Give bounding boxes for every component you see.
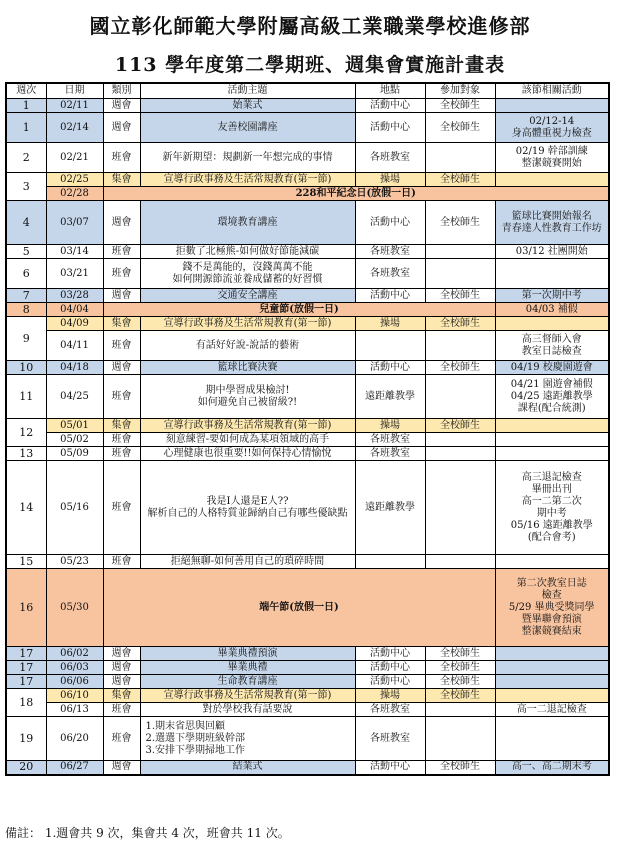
cell-type: 集會 <box>103 419 140 433</box>
cell-related <box>495 99 609 113</box>
cell-date: 04/11 <box>46 331 103 361</box>
header-date: 日期 <box>46 83 103 99</box>
cell-week: 5 <box>6 245 46 259</box>
cell-topic: 期中學習成果檢討! 如何避免自己被留級?! <box>140 375 355 419</box>
cell-topic: 畢業典禮預演 <box>140 647 355 661</box>
cell-topic: 對於學校我有話要說 <box>140 703 355 717</box>
cell-topic: 兒童節(放假一日) <box>103 303 495 317</box>
cell-week: 14 <box>6 461 46 555</box>
cell-type: 班會 <box>103 555 140 569</box>
cell-place: 各班教室 <box>355 703 425 717</box>
cell-date: 06/06 <box>46 675 103 689</box>
cell-type: 集會 <box>103 173 140 187</box>
table-row <box>6 461 609 555</box>
cell-date: 05/02 <box>46 433 103 447</box>
table-row <box>6 259 609 289</box>
cell-topic: 刻意練習-要如何成為某項領域的高手 <box>140 433 355 447</box>
cell-participants <box>425 375 495 419</box>
table-row <box>6 331 609 361</box>
cell-place: 活動中心 <box>355 661 425 675</box>
cell-type: 週會 <box>103 113 140 143</box>
cell-week: 10 <box>6 361 46 375</box>
cell-type: 週會 <box>103 99 140 113</box>
cell-topic: 友善校園講座 <box>140 113 355 143</box>
cell-date: 02/14 <box>46 113 103 143</box>
cell-type: 班會 <box>103 259 140 289</box>
header-related: 該節相關活動 <box>495 83 609 99</box>
cell-related: 第一次期中考 <box>495 289 609 303</box>
cell-participants <box>425 555 495 569</box>
table-row <box>6 761 609 775</box>
cell-topic: 宣導行政事務及生活常規教育(第一節) <box>140 317 355 331</box>
page-title: 113 學年度第二學期班、週集會實施計畫表 <box>114 54 506 76</box>
cell-place: 活動中心 <box>355 761 425 775</box>
cell-date: 06/20 <box>46 717 103 761</box>
cell-week: 4 <box>6 201 46 245</box>
cell-date: 03/14 <box>46 245 103 259</box>
cell-participants: 全校師生 <box>425 173 495 187</box>
cell-place: 活動中心 <box>355 99 425 113</box>
cell-topic: 生命教育講座 <box>140 675 355 689</box>
table-row <box>6 187 609 201</box>
cell-topic: 我是I人還是E人?? 解析自己的人格特質並歸納自己有哪些優缺點 <box>140 461 355 555</box>
cell-participants: 全校師生 <box>425 113 495 143</box>
cell-participants <box>425 717 495 761</box>
cell-type: 班會 <box>103 375 140 419</box>
cell-topic: 拒數了北極熊-如何做好節能減碳 <box>140 245 355 259</box>
cell-related <box>495 675 609 689</box>
cell-type: 班會 <box>103 143 140 173</box>
cell-related <box>495 647 609 661</box>
cell-topic: 宣導行政事務及生活常規教育(第一節) <box>140 689 355 703</box>
cell-type: 週會 <box>103 201 140 245</box>
table-row <box>6 245 609 259</box>
table-row <box>6 419 609 433</box>
cell-related: 04/03 補假 <box>495 303 609 317</box>
header-type: 類別 <box>103 83 140 99</box>
cell-place: 操場 <box>355 689 425 703</box>
table-row <box>6 661 609 675</box>
cell-participants: 全校師生 <box>425 289 495 303</box>
cell-date: 06/13 <box>46 703 103 717</box>
cell-type: 班會 <box>103 245 140 259</box>
cell-place: 各班教室 <box>355 447 425 461</box>
cell-related <box>495 419 609 433</box>
cell-date: 03/21 <box>46 259 103 289</box>
cell-place: 各班教室 <box>355 717 425 761</box>
table-row <box>6 173 609 187</box>
cell-place: 操場 <box>355 317 425 331</box>
cell-date: 06/27 <box>46 761 103 775</box>
cell-participants: 全校師生 <box>425 361 495 375</box>
cell-participants: 全校師生 <box>425 661 495 675</box>
table-row <box>6 675 609 689</box>
cell-participants <box>425 703 495 717</box>
table-row <box>6 113 609 143</box>
cell-related <box>495 259 609 289</box>
cell-participants <box>425 433 495 447</box>
cell-date: 04/09 <box>46 317 103 331</box>
cell-related: 高一二退記檢查 <box>495 703 609 717</box>
cell-topic: 錢不是萬能的，沒錢萬萬不能 如何開源節流並養成儲蓄的好習慣 <box>140 259 355 289</box>
cell-participants: 全校師生 <box>425 419 495 433</box>
table-row <box>6 569 609 647</box>
cell-participants: 全校師生 <box>425 647 495 661</box>
table-row <box>6 647 609 661</box>
table-row <box>6 555 609 569</box>
cell-place: 活動中心 <box>355 113 425 143</box>
cell-related: 04/21 園遊會補假 04/25 遠距離教學 課程(配合統測) <box>495 375 609 419</box>
cell-type: 班會 <box>103 461 140 555</box>
cell-participants <box>425 259 495 289</box>
cell-week: 19 <box>6 717 46 761</box>
cell-participants: 全校師生 <box>425 317 495 331</box>
cell-topic: 環境教育講座 <box>140 201 355 245</box>
cell-week: 20 <box>6 761 46 775</box>
cell-week: 15 <box>6 555 46 569</box>
table-row <box>6 433 609 447</box>
cell-participants <box>425 331 495 361</box>
cell-topic: 新年新期望：規劃新一年想完成的事情 <box>140 143 355 173</box>
cell-date: 02/21 <box>46 143 103 173</box>
cell-participants: 全校師生 <box>425 689 495 703</box>
cell-participants: 全校師生 <box>425 761 495 775</box>
cell-topic: 拒絕無聊-如何善用自己的瑣碎時間 <box>140 555 355 569</box>
cell-related: 高三督師入會 教室日誌檢查 <box>495 331 609 361</box>
cell-place: 活動中心 <box>355 647 425 661</box>
cell-date: 05/23 <box>46 555 103 569</box>
table-row <box>6 703 609 717</box>
table-row <box>6 303 609 317</box>
cell-related: 籃球比賽開始報名 青春達人性教育工作坊 <box>495 201 609 245</box>
cell-related: 第二次教室日誌 檢查 5/29 畢典受獎同學 暨畢聯會預演 整潔競賽結束 <box>495 569 609 647</box>
cell-type: 班會 <box>103 433 140 447</box>
cell-place <box>355 331 425 361</box>
table-row <box>6 317 609 331</box>
cell-week: 17 <box>6 647 46 661</box>
cell-week: 3 <box>6 173 46 201</box>
table-row <box>6 289 609 303</box>
table-row <box>6 99 609 113</box>
header-topic: 活動主題 <box>140 83 355 99</box>
cell-type: 週會 <box>103 647 140 661</box>
cell-type: 班會 <box>103 331 140 361</box>
cell-week: 16 <box>6 569 46 647</box>
table-row <box>6 375 609 419</box>
cell-related: 04/19 校慶園遊會 <box>495 361 609 375</box>
cell-participants <box>425 143 495 173</box>
header-participants: 參加對象 <box>425 83 495 99</box>
cell-week: 6 <box>6 259 46 289</box>
cell-participants <box>425 447 495 461</box>
cell-date: 05/16 <box>46 461 103 555</box>
cell-week: 8 <box>6 303 46 317</box>
footnote: 備註： 1.週會共 9 次，集會共 4 次，班會共 11 次。 <box>5 826 290 840</box>
cell-place: 操場 <box>355 173 425 187</box>
cell-participants: 全校師生 <box>425 99 495 113</box>
schedule-table <box>5 82 610 776</box>
cell-related <box>495 173 609 187</box>
cell-related <box>495 447 609 461</box>
cell-related <box>495 717 609 761</box>
cell-related: 高三退記檢查 畢冊出刊 高一二第二次 期中考 05/16 遠距離教學 (配合會考) <box>495 461 609 555</box>
cell-place: 活動中心 <box>355 675 425 689</box>
header-place: 地點 <box>355 83 425 99</box>
cell-related: 02/19 幹部訓練 整潔競賽開始 <box>495 143 609 173</box>
cell-topic: 宣導行政事務及生活常規教育(第一節) <box>140 173 355 187</box>
cell-participants <box>425 245 495 259</box>
cell-topic: 1.期末省思與回顧 2.選選下學期班級幹部 3.安排下學期掃地工作 <box>140 717 355 761</box>
cell-participants <box>425 461 495 555</box>
cell-type: 週會 <box>103 361 140 375</box>
cell-type: 週會 <box>103 675 140 689</box>
cell-topic: 畢業典禮 <box>140 661 355 675</box>
cell-place: 各班教室 <box>355 245 425 259</box>
cell-week: 1 <box>6 99 46 113</box>
cell-related <box>495 433 609 447</box>
cell-date: 04/25 <box>46 375 103 419</box>
cell-date: 04/04 <box>46 303 103 317</box>
cell-week: 17 <box>6 675 46 689</box>
cell-place: 活動中心 <box>355 289 425 303</box>
cell-place: 各班教室 <box>355 143 425 173</box>
cell-topic: 228和平紀念日(放假一日) <box>103 187 609 201</box>
cell-date: 06/10 <box>46 689 103 703</box>
cell-topic: 端午節(放假一日) <box>103 569 495 647</box>
cell-date: 06/02 <box>46 647 103 661</box>
cell-topic: 交通安全講座 <box>140 289 355 303</box>
table-row <box>6 689 609 703</box>
table-row <box>6 201 609 245</box>
cell-week: 12 <box>6 419 46 447</box>
cell-place: 遠距離教學 <box>355 375 425 419</box>
cell-place: 操場 <box>355 419 425 433</box>
cell-place: 遠距離教學 <box>355 461 425 555</box>
cell-type: 週會 <box>103 761 140 775</box>
cell-place: 活動中心 <box>355 201 425 245</box>
table-row <box>6 447 609 461</box>
cell-date: 04/18 <box>46 361 103 375</box>
cell-week: 13 <box>6 447 46 461</box>
cell-type: 班會 <box>103 703 140 717</box>
cell-related <box>495 661 609 675</box>
cell-topic: 宣導行政事務及生活常規教育(第一節) <box>140 419 355 433</box>
cell-type: 週會 <box>103 661 140 675</box>
cell-topic: 始業式 <box>140 99 355 113</box>
cell-related <box>495 555 609 569</box>
cell-related: 03/12 社團開始 <box>495 245 609 259</box>
cell-topic: 結業式 <box>140 761 355 775</box>
cell-related: 高一、高二期末考 <box>495 761 609 775</box>
table-header-row <box>6 83 609 99</box>
cell-type: 班會 <box>103 447 140 461</box>
cell-related <box>495 317 609 331</box>
table-row <box>6 143 609 173</box>
cell-date: 03/28 <box>46 289 103 303</box>
cell-place: 各班教室 <box>355 259 425 289</box>
cell-related <box>495 689 609 703</box>
cell-week: 18 <box>6 689 46 717</box>
cell-date: 05/09 <box>46 447 103 461</box>
cell-place <box>355 555 425 569</box>
cell-week: 7 <box>6 289 46 303</box>
cell-place: 各班教室 <box>355 433 425 447</box>
cell-topic: 心理健康也很重要!!如何保持心情愉悅 <box>140 447 355 461</box>
cell-week: 1 <box>6 113 46 143</box>
cell-date: 05/30 <box>46 569 103 647</box>
cell-type: 集會 <box>103 317 140 331</box>
cell-date: 03/07 <box>46 201 103 245</box>
table-row <box>6 717 609 761</box>
cell-participants: 全校師生 <box>425 675 495 689</box>
header-week: 週次 <box>6 83 46 99</box>
cell-type: 週會 <box>103 289 140 303</box>
cell-week: 9 <box>6 317 46 361</box>
cell-place: 活動中心 <box>355 361 425 375</box>
cell-week: 17 <box>6 661 46 675</box>
cell-date: 02/28 <box>46 187 103 201</box>
cell-topic: 有話好好說-說話的藝術 <box>140 331 355 361</box>
cell-participants: 全校師生 <box>425 201 495 245</box>
cell-topic: 籃球比賽決賽 <box>140 361 355 375</box>
cell-date: 02/25 <box>46 173 103 187</box>
table-row <box>6 361 609 375</box>
cell-type: 集會 <box>103 689 140 703</box>
cell-date: 05/01 <box>46 419 103 433</box>
cell-type: 班會 <box>103 717 140 761</box>
cell-date: 06/03 <box>46 661 103 675</box>
cell-related: 02/12-14 身高體重視力檢查 <box>495 113 609 143</box>
school-title: 國立彰化師範大學附屬高級工業職業學校進修部 <box>89 14 531 38</box>
cell-week: 2 <box>6 143 46 173</box>
cell-week: 11 <box>6 375 46 419</box>
cell-date: 02/11 <box>46 99 103 113</box>
